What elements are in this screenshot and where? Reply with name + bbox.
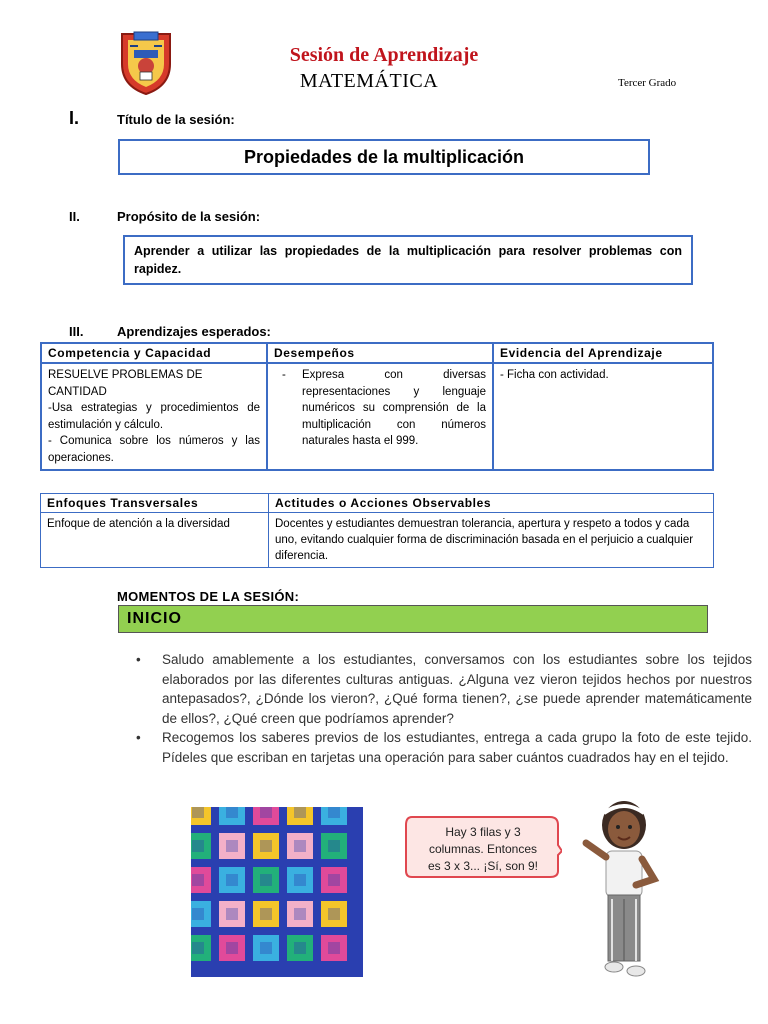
session-purpose-box: Aprender a utilizar las propiedades de la multiplicación para resolver problemas con rapidez. <box>123 235 693 285</box>
girl-illustration-icon <box>578 795 670 983</box>
desempeno-text: Expresa con diversas representaciones y lenguaje numéricos su comprensión de la multiplicación con números naturales hasta el 999. <box>302 369 486 447</box>
table-header-cell: Actitudes o Acciones Observables <box>269 494 714 513</box>
desempeno-cell <box>267 363 493 470</box>
learning-table <box>40 342 714 471</box>
table-header-cell: Enfoques Transversales <box>41 494 269 513</box>
table-header-cell: Competencia y Capacidad <box>41 343 267 363</box>
speech-line: Hay 3 filas y 3 <box>445 825 521 839</box>
document-title: Sesión de Aprendizaje <box>289 44 479 66</box>
crochet-square-center <box>328 807 340 818</box>
inicio-banner: INICIO <box>118 605 708 633</box>
evidencia-cell: - Ficha con actividad. <box>493 363 713 470</box>
crochet-square-center <box>328 908 340 920</box>
table-row <box>41 363 713 470</box>
crochet-square-center <box>192 942 204 954</box>
actitud-cell: Docentes y estudiantes demuestran tolerancia, apertura y respeto a todos y cada uno, evitando cualquier forma de discriminación basada en el perjuicio a cualquier diferencia. <box>269 513 714 568</box>
list-item-text: Recogemos los saberes previos de los estudiantes, entrega a cada grupo la foto de este tejido. Pídeles que escriban en tarjetas una operación para saber cuántos cuadrados hay en el tejido. <box>162 730 752 765</box>
speech-line: es 3 x 3... ¡Sí, son 9! <box>427 859 539 873</box>
crochet-square-center <box>294 942 306 954</box>
crochet-square-center <box>294 840 306 852</box>
list-item <box>136 728 752 767</box>
section-number-3: III. <box>69 324 84 339</box>
crochet-square-center <box>260 807 272 818</box>
speech-line: columnas. Entonces <box>428 842 538 856</box>
bullet-icon: • <box>136 730 141 745</box>
capacidad-item: -Usa estrategias y procedimientos de estimulación y cálculo. <box>48 402 260 431</box>
crochet-square-center <box>294 908 306 920</box>
woven-fabric-image <box>191 807 363 977</box>
list-item <box>136 650 752 728</box>
table-header-row <box>41 494 714 513</box>
session-title-box: Propiedades de la multiplicación <box>118 139 650 175</box>
crochet-square-center <box>226 840 238 852</box>
crochet-square-center <box>226 807 238 818</box>
section-number-2: II. <box>69 209 80 224</box>
section-label-learning: Aprendizajes esperados: <box>117 324 271 339</box>
table-header-cell: Desempeños <box>267 343 493 363</box>
list-item-text: Saludo amablemente a los estudiantes, conversamos con los estudiantes sobre los tejidos elaborados por las diferentes culturas antiguas. ¿Alguna vez vieron tejidos hechos por nuestros antepasados?, ¿Dónde los vieron?, ¿Qué forma tienen?, ¿se puede aprender matemáticamente de ellos?, ¿Qué creen que podríamos aprender? <box>162 652 752 726</box>
moments-heading: MOMENTOS DE LA SESIÓN: <box>117 589 300 604</box>
section-label-title: Título de la sesión: <box>117 112 235 127</box>
subject-title: MATEMÁTICA <box>299 70 439 92</box>
section-label-purpose: Propósito de la sesión: <box>117 209 261 224</box>
crochet-square-center <box>226 942 238 954</box>
crochet-square-center <box>260 908 272 920</box>
crochet-square-center <box>192 908 204 920</box>
crochet-square-center <box>226 874 238 886</box>
crochet-square-center <box>192 840 204 852</box>
table-row <box>41 513 714 568</box>
crochet-square-center <box>260 874 272 886</box>
grade-label: Tercer Grado <box>618 77 677 89</box>
crochet-square-center <box>328 874 340 886</box>
enfoque-cell: Enfoque de atención a la diversidad <box>41 513 269 568</box>
competencia-cell <box>41 363 267 470</box>
crochet-square-center <box>294 807 306 818</box>
desempeno-dash: - <box>282 369 286 381</box>
speech-bubble-text <box>410 824 556 875</box>
crochet-square-center <box>226 908 238 920</box>
capacidad-item: - Comunica sobre los números y las operaciones. <box>48 435 260 464</box>
crochet-square-center <box>328 840 340 852</box>
table-header-cell: Evidencia del Aprendizaje <box>493 343 713 363</box>
bullet-icon: • <box>136 652 141 667</box>
inicio-bullet-list <box>130 650 752 767</box>
section-number-1: I. <box>69 108 80 128</box>
table-header-row <box>41 343 713 363</box>
crochet-square-center <box>260 840 272 852</box>
crochet-square-center <box>294 874 306 886</box>
crochet-square-center <box>192 807 204 818</box>
enfoques-table <box>40 493 714 568</box>
crochet-square-center <box>260 942 272 954</box>
crochet-square-center <box>192 874 204 886</box>
competencia-title: RESUELVE PROBLEMAS DE CANTIDAD <box>48 369 203 398</box>
crochet-square-center <box>328 942 340 954</box>
